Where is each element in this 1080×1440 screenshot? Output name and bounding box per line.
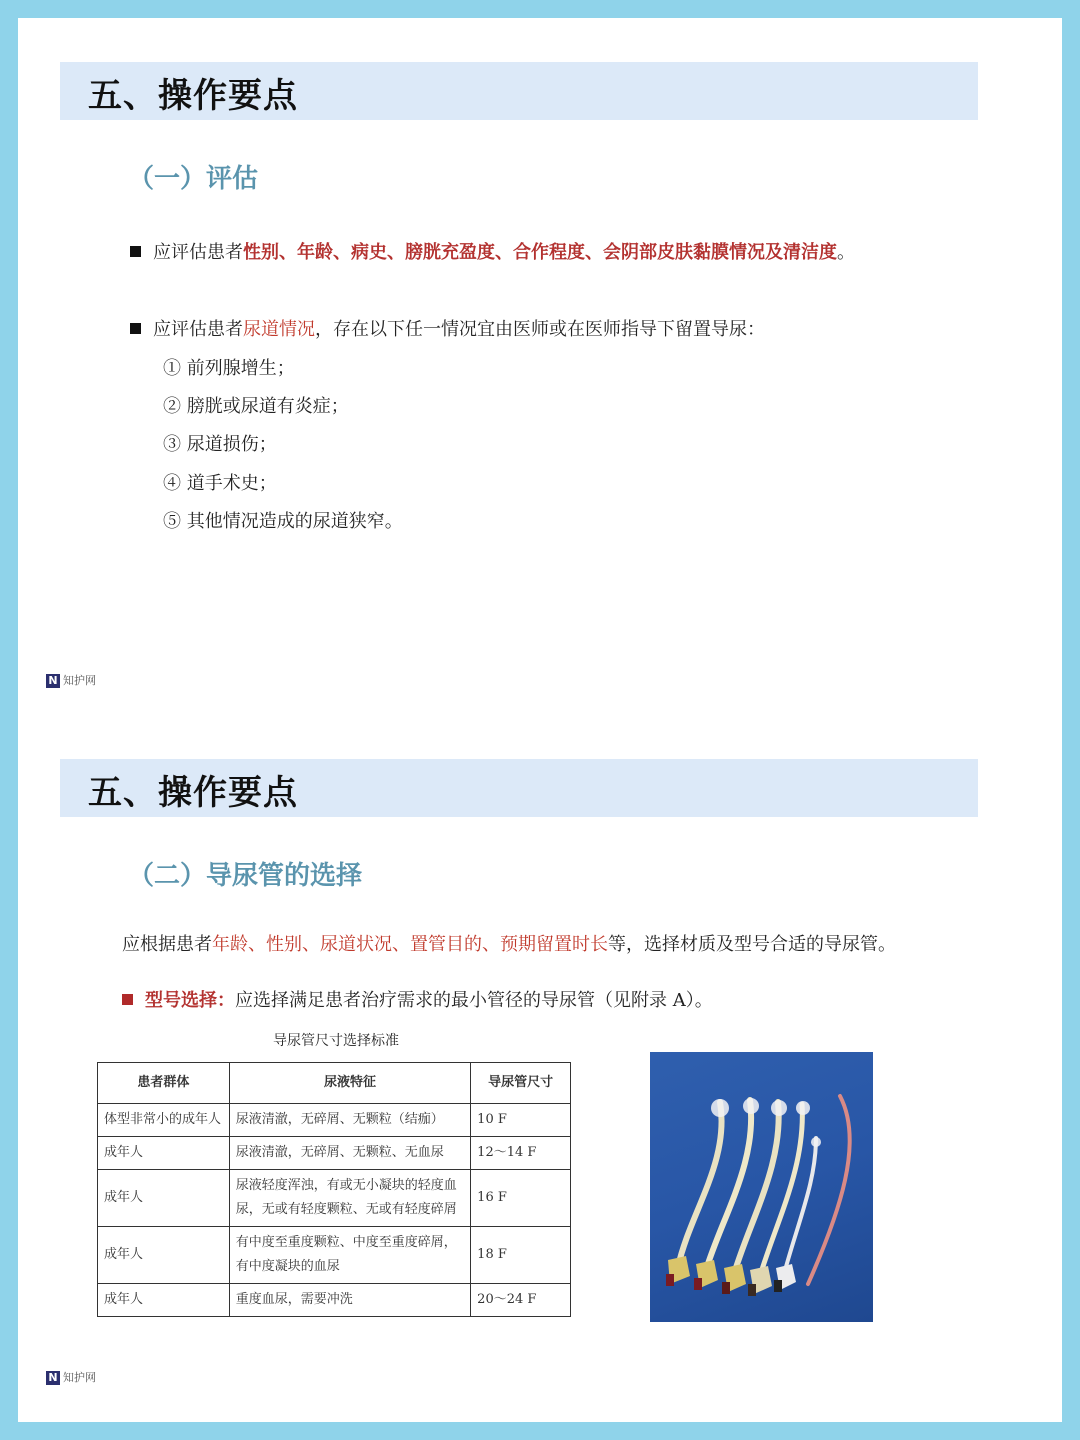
table-cell: 10 F — [471, 1104, 571, 1137]
bullet2-prefix: 应评估患者 — [153, 319, 243, 340]
table-cell: 20～24 F — [471, 1284, 571, 1317]
table-title: 导尿管尺寸选择标准 — [273, 1033, 399, 1049]
table-row — [98, 1170, 571, 1227]
table-cell: 18 F — [471, 1227, 571, 1284]
section2-bullet — [122, 986, 713, 1012]
catheter-photo — [650, 1052, 873, 1322]
table-cell: 16 F — [471, 1170, 571, 1227]
table-cell: 尿液清澈，无碎屑、无颗粒、无血尿 — [229, 1137, 470, 1170]
bullet-text: 应选择满足患者治疗需求的最小管径的导尿管（见附录 A）。 — [235, 990, 713, 1011]
bullet-label: 型号选择： — [145, 990, 235, 1011]
table-cell: 有中度至重度颗粒、中度至重度碎屑，有中度凝块的血尿 — [229, 1227, 470, 1284]
para-prefix: 应根据患者 — [122, 934, 212, 955]
page — [18, 18, 1062, 1422]
list-item: ② 膀胱或尿道有炎症； — [163, 396, 349, 417]
bullet2-highlight: 尿道情况 — [243, 319, 315, 340]
section1-bullet1 — [130, 238, 855, 264]
table-cell: 成年人 — [98, 1227, 230, 1284]
logo-n-icon: N — [46, 1371, 60, 1385]
logo-text: 知护网 — [63, 674, 96, 687]
table-row — [98, 1227, 571, 1284]
section1-bullet2 — [130, 315, 765, 341]
square-bullet-icon — [130, 323, 141, 334]
table-cell: 成年人 — [98, 1170, 230, 1227]
table-cell: 12～14 F — [471, 1137, 571, 1170]
table-cell: 尿液清澈，无碎屑、无颗粒（结痂） — [229, 1104, 470, 1137]
para-suffix: 等，选择材质及型号合适的导尿管。 — [608, 934, 896, 955]
section2-paragraph — [122, 930, 896, 956]
bullet1-prefix: 应评估患者 — [153, 242, 243, 263]
table-header: 尿液特征 — [229, 1063, 470, 1104]
list-item: ① 前列腺增生； — [163, 358, 295, 379]
bullet1-highlight: 性别、年龄、病史、膀胱充盈度、合作程度、会阴部皮肤黏膜情况及清洁度 — [243, 242, 837, 263]
logo-text: 知护网 — [63, 1371, 96, 1384]
section2-subheading: （二）导尿管的选择 — [128, 861, 363, 891]
catheter-size-table — [97, 1062, 571, 1317]
catheter-illustration — [650, 1052, 873, 1322]
section1-banner — [60, 62, 978, 120]
table-cell: 尿液轻度浑浊，有或无小凝块的轻度血尿，无或有轻度颗粒、无或有轻度碎屑 — [229, 1170, 470, 1227]
table-header: 导尿管尺寸 — [471, 1063, 571, 1104]
section1-subheading: （一）评估 — [128, 164, 259, 194]
section2-heading: 五、操作要点 — [88, 773, 298, 813]
table-cell: 体型非常小的成年人 — [98, 1104, 230, 1137]
square-bullet-icon — [122, 994, 133, 1005]
list-item: ③ 尿道损伤； — [163, 434, 277, 455]
list-item: ⑤ 其他情况造成的尿道狭窄。 — [163, 511, 403, 532]
list-item: ④ 道手术史； — [163, 473, 277, 494]
table-cell: 成年人 — [98, 1284, 230, 1317]
para-highlight: 年龄、性别、尿道状况、置管目的、预期留置时长 — [212, 934, 608, 955]
site-logo — [46, 672, 96, 688]
site-logo — [46, 1369, 96, 1385]
logo-n-icon: N — [46, 674, 60, 688]
section1-heading: 五、操作要点 — [88, 76, 298, 116]
table-cell: 重度血尿，需要冲洗 — [229, 1284, 470, 1317]
table-header: 患者群体 — [98, 1063, 230, 1104]
square-bullet-icon — [130, 246, 141, 257]
bullet1-suffix: 。 — [837, 242, 855, 263]
bullet2-suffix: ，存在以下任一情况宜由医师或在医师指导下留置导尿： — [315, 319, 765, 340]
table-header-row — [98, 1063, 571, 1104]
table-row — [98, 1104, 571, 1137]
table-row — [98, 1284, 571, 1317]
table-row — [98, 1137, 571, 1170]
table-cell: 成年人 — [98, 1137, 230, 1170]
section2-banner — [60, 759, 978, 817]
